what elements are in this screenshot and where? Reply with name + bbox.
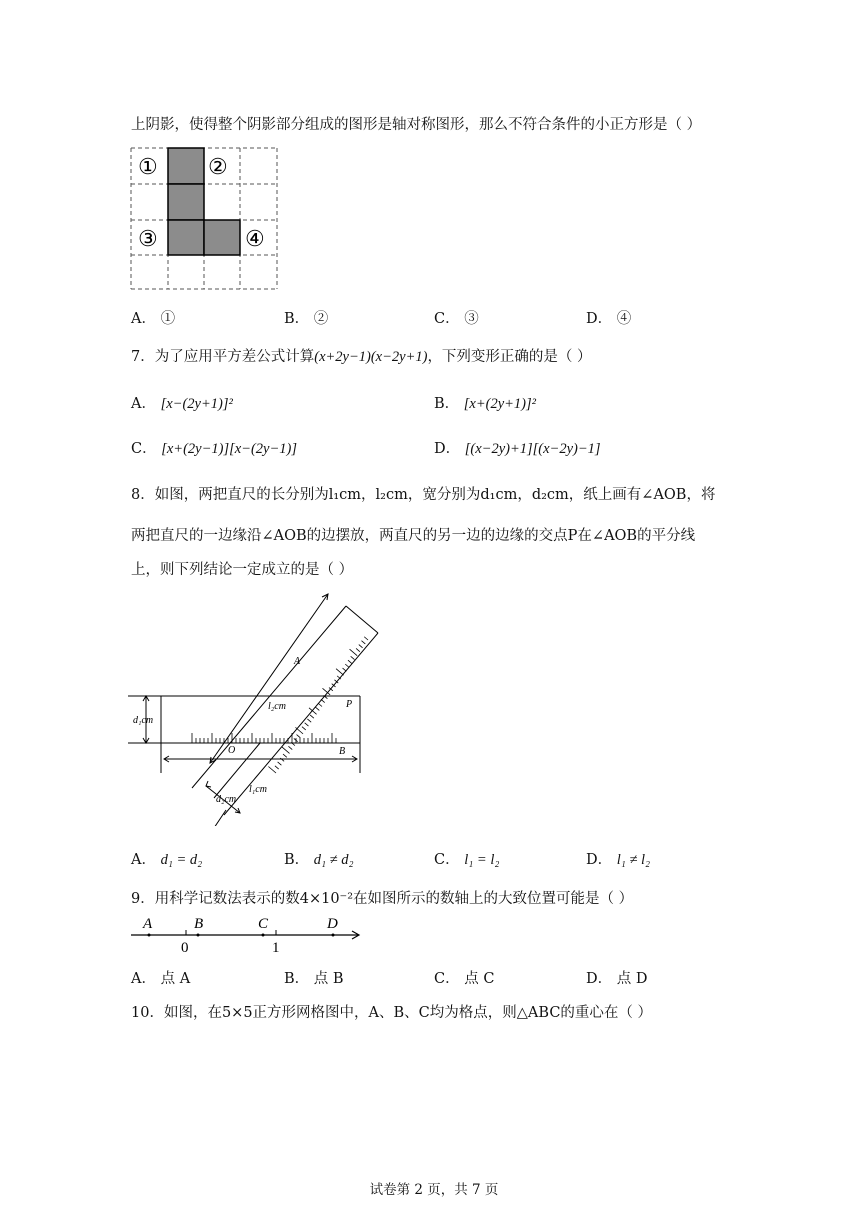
ruler-tick — [356, 648, 360, 651]
ruler-tick — [343, 668, 347, 671]
shaded-square — [168, 220, 204, 255]
ruler-tick — [275, 766, 279, 769]
q7-option-c[interactable]: C． [x+(2y−1)][x−(2y−1)] — [131, 441, 297, 457]
q7-option-a[interactable]: A． [x−(2y+1)]² — [131, 396, 233, 412]
q7-option-d[interactable]: D． [(x−2y)+1][(x−2y)−1] — [434, 441, 601, 457]
q9-option-a[interactable]: A． 点 A — [131, 971, 191, 987]
q7-expression: (x+2y−1)(x−2y+1) — [314, 349, 428, 365]
ruler-tick — [350, 649, 358, 656]
ruler-tick — [336, 669, 344, 676]
axis-label-b: B — [194, 916, 204, 932]
q9-text: 9．用科学记数法表示的数4×10⁻²在如图所示的数轴上的大致位置可能是（ ） — [131, 891, 634, 907]
axis-label-d: D — [327, 916, 338, 932]
axis-label-one: 1 — [272, 940, 280, 956]
fig-label-l2: l₂cm — [268, 701, 286, 712]
q8-line-3: 上，则下列结论一定成立的是（ ） — [131, 562, 354, 578]
fig-label-b: B — [339, 746, 346, 757]
grid-label-2: ② — [208, 154, 228, 179]
ruler-tick — [288, 746, 292, 749]
q8-option-d[interactable]: D． l₁ ≠ l₂ — [586, 852, 651, 868]
q6-text: 上阴影，使得整个阴影部分组成的图形是轴对称图形，那么不符合条件的小正方形是（ ） — [131, 117, 702, 133]
ruler-tick — [310, 715, 314, 718]
ruler-tick — [315, 707, 319, 710]
ruler-tick — [359, 645, 363, 648]
q6-option-a[interactable]: A． ① — [131, 311, 176, 327]
ruler-tick — [305, 723, 309, 726]
q7-option-b[interactable]: B． [x+(2y+1)]² — [434, 396, 536, 412]
axis-label-c: C — [258, 916, 269, 932]
q8-option-b[interactable]: B． d₁ ≠ d₂ — [284, 852, 354, 868]
axis-label-a: A — [143, 916, 153, 932]
q9-option-d[interactable]: D． 点 D — [586, 971, 648, 987]
q9-option-c[interactable]: C． 点 C — [434, 971, 495, 987]
fig-label-o: O — [228, 745, 236, 756]
ruler-tick — [361, 641, 365, 644]
q6-option-d[interactable]: D． ④ — [586, 311, 632, 327]
fig-label-p: P — [346, 699, 353, 710]
fig-label-d1: d₁cm — [133, 715, 154, 726]
shaded-square — [168, 148, 204, 184]
ruler-tick — [345, 664, 349, 667]
ruler-tick — [295, 727, 303, 734]
shaded-square — [204, 220, 240, 255]
q9-number-line — [128, 912, 366, 956]
ruler-tick — [278, 762, 282, 765]
grid-label-4: ④ — [245, 226, 265, 251]
ruler-tick — [283, 754, 287, 757]
point-b — [197, 934, 200, 937]
q10-text: 10．如图，在5×5正方形网格图中，A、B、C均为格点，则△ABC的重心在（ ） — [131, 1005, 653, 1021]
ruler-tick — [318, 703, 322, 706]
fig-label-l1: l₁cm — [249, 784, 267, 795]
q8-ruler-figure — [128, 588, 390, 826]
fig-label-d2: d₂cm — [216, 794, 237, 805]
point-d — [332, 934, 335, 937]
q6-grid-figure — [128, 146, 280, 292]
ruler-tick — [348, 660, 352, 663]
q6-option-b[interactable]: B． ② — [284, 311, 329, 327]
q9-option-b[interactable]: B． 点 B — [284, 971, 344, 987]
q6-option-c[interactable]: C． ③ — [434, 311, 479, 327]
fig-label-a: A — [294, 656, 301, 667]
q8-option-a[interactable]: A． d₁ = d₂ — [131, 852, 203, 868]
q8-line-2: 两把直尺的一边缘沿∠AOB的边摆放，两直尺的另一边的边缘的交点P在∠AOB的平分线 — [131, 528, 696, 544]
ruler-tick — [268, 767, 276, 774]
point-c — [262, 934, 265, 937]
q8-line-1: 8．如图，两把直尺的长分别为l₁cm，l₂cm，宽分别为d₁cm，d₂cm，纸上画有∠AOB，将 — [131, 487, 716, 503]
ruler-tick — [297, 735, 301, 738]
ruler-tick — [302, 727, 306, 730]
point-a — [148, 934, 151, 937]
ruler-tick — [364, 637, 368, 640]
page-footer: 试卷第 2 页，共 7 页 — [369, 1182, 499, 1198]
q8-option-c[interactable]: C． l₁ = l₂ — [434, 852, 500, 868]
grid-label-3: ③ — [138, 226, 158, 251]
ruler-tick — [351, 656, 355, 659]
ruler-tick — [282, 747, 290, 754]
ruler-tick — [321, 699, 325, 702]
q7-text: 7．为了应用平方差公式计算(x+2y−1)(x−2y+1)，下列变形正确的是（ ） — [131, 349, 592, 365]
grid-label-1: ① — [138, 154, 158, 179]
shaded-square — [168, 184, 204, 220]
ruler-tick — [307, 719, 311, 722]
axis-label-zero: 0 — [181, 940, 189, 956]
